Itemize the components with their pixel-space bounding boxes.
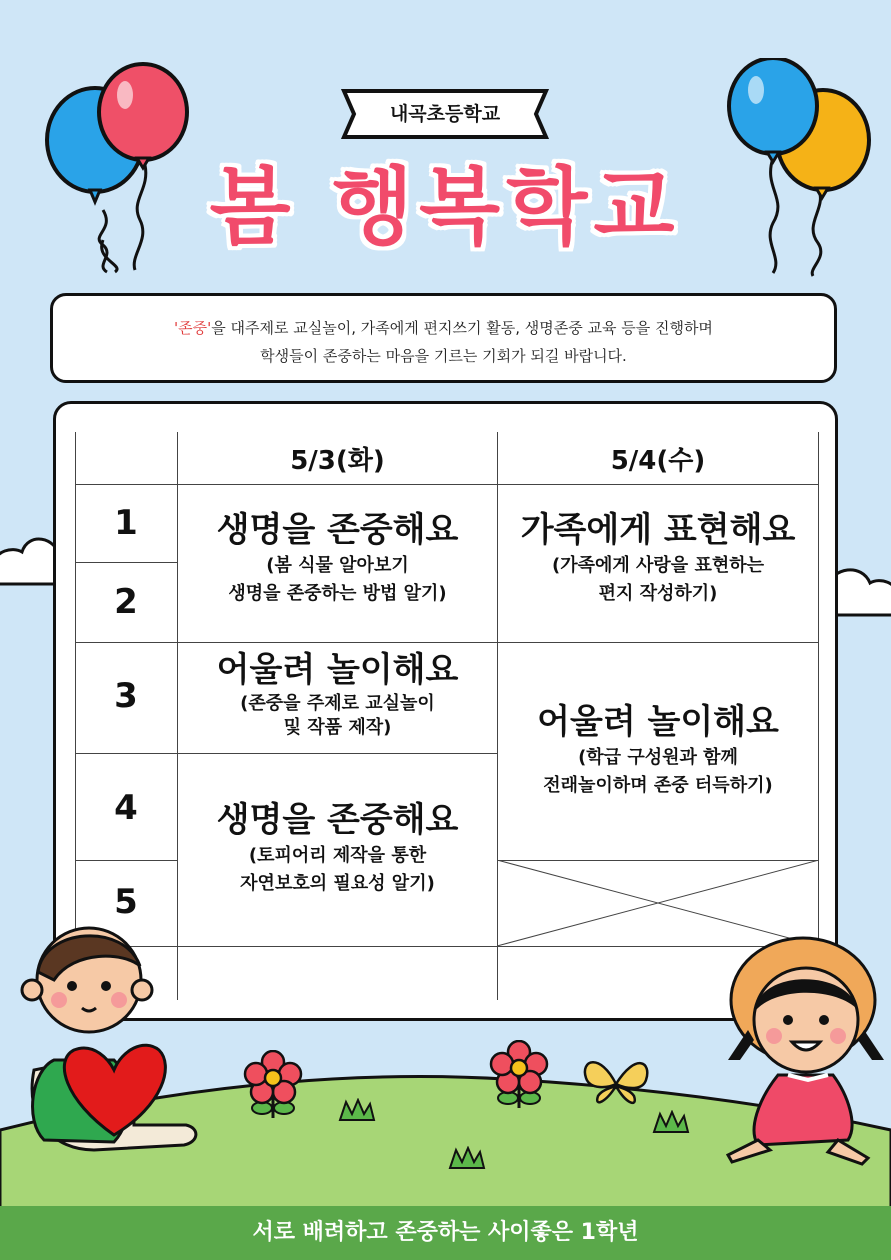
day-header-2: 5/4(수) bbox=[610, 446, 706, 476]
flower-icon bbox=[488, 1040, 550, 1112]
day1-session-2 bbox=[178, 648, 497, 740]
session-title: 어울려 놀이해요 bbox=[537, 702, 779, 742]
intro-line-1-rest: 을 대주제로 교실놀이, 가족에게 편지쓰기 활동, 생명존중 교육 등을 진행하며 bbox=[211, 319, 713, 337]
butterfly-icon bbox=[580, 1052, 652, 1116]
session-title: 생명을 존중해요 bbox=[216, 510, 459, 550]
session-title: 어울려 놀이해요 bbox=[216, 650, 459, 690]
girl-with-hat-icon bbox=[718, 930, 891, 1170]
day2-session-1 bbox=[498, 508, 818, 608]
day1-session-1 bbox=[178, 508, 497, 608]
session-title: 생명을 존중해요 bbox=[216, 800, 459, 840]
session-desc: 편지 작성하기) bbox=[598, 583, 718, 604]
page-title: 봄 행복학교 bbox=[209, 158, 681, 256]
school-banner bbox=[340, 88, 550, 140]
period-3: 3 bbox=[114, 676, 138, 716]
session-desc: (학급 구성원과 함께 bbox=[578, 747, 738, 768]
session-desc: (토피어리 제작을 통한 bbox=[248, 845, 427, 866]
period-2: 2 bbox=[114, 582, 138, 622]
intro-box bbox=[50, 293, 837, 383]
grass-tuft-icon bbox=[338, 1098, 376, 1122]
day2-session-2 bbox=[498, 700, 818, 800]
school-name: 내곡초등학교 bbox=[389, 103, 501, 125]
grass-tuft-icon bbox=[448, 1146, 486, 1170]
session-title: 가족에게 표현해요 bbox=[520, 510, 796, 550]
session-desc: (봄 식물 알아보기 bbox=[266, 555, 409, 576]
session-desc: 생명을 존중하는 방법 알기) bbox=[228, 583, 447, 604]
session-desc: (존중을 주제로 교실놀이 bbox=[240, 693, 435, 714]
session-desc: 자연보호의 필요성 알기) bbox=[240, 873, 435, 894]
intro-highlight: '존중' bbox=[174, 319, 212, 337]
grass-tuft-icon bbox=[652, 1110, 690, 1134]
balloons-right-icon bbox=[718, 58, 878, 278]
session-desc: 및 작품 제작) bbox=[283, 717, 392, 738]
session-desc: (가족에게 사랑을 표현하는 bbox=[551, 555, 765, 576]
session-desc: 전래놀이하며 존중 터득하기) bbox=[543, 775, 773, 796]
boy-with-heart-icon bbox=[14, 920, 214, 1170]
intro-line-1 bbox=[53, 314, 834, 342]
footer-text: 서로 배려하고 존중하는 사이좋은 1학년 bbox=[252, 1220, 639, 1245]
period-4: 4 bbox=[114, 788, 138, 828]
period-1: 1 bbox=[114, 503, 138, 543]
day-header-1: 5/3(화) bbox=[290, 446, 385, 476]
footer-bar bbox=[0, 1206, 891, 1260]
intro-line-2: 학생들이 존중하는 마음을 기르는 기회가 되길 바랍니다. bbox=[260, 347, 627, 365]
day1-session-3 bbox=[178, 798, 497, 898]
flower-icon bbox=[242, 1050, 304, 1122]
period-5: 5 bbox=[114, 882, 138, 922]
